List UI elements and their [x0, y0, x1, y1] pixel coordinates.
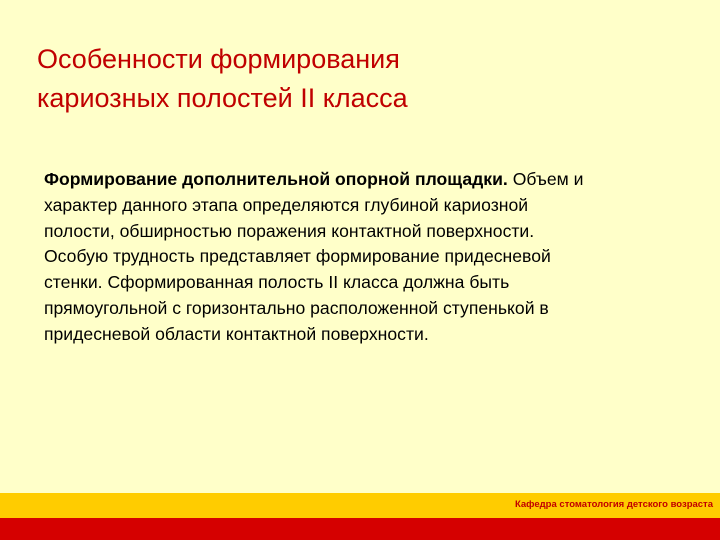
- body-lead-bold: Формирование дополнительной опорной площадки.: [44, 169, 508, 189]
- slide-body-text: [44, 167, 684, 348]
- footer-red-band: [0, 518, 720, 540]
- body-line-6: прямоугольной с горизонтально расположенной ступенькой в: [44, 297, 549, 318]
- body-line-4: Особую трудность представляет формирование придесневой: [44, 246, 551, 267]
- body-line-1: [44, 167, 684, 193]
- body-line-3: полости, обширностью поражения контактной поверхности.: [44, 220, 535, 241]
- body-line-7: придесневой области контактной поверхности.: [44, 323, 429, 344]
- slide-title-line-2: кариозных полостей II класса: [37, 83, 408, 113]
- slide-title: [37, 40, 677, 118]
- body-line-2: характер данного этапа определяются глубиной кариозной: [44, 194, 529, 215]
- body-line-5: стенки. Сформированная полость II класса должна быть: [44, 272, 510, 293]
- slide-title-line-1: Особенности формирования: [37, 44, 400, 74]
- footer-caption: Кафедра стоматология детского возраста: [514, 499, 713, 510]
- body-line-1-rest: Объем и: [507, 169, 584, 189]
